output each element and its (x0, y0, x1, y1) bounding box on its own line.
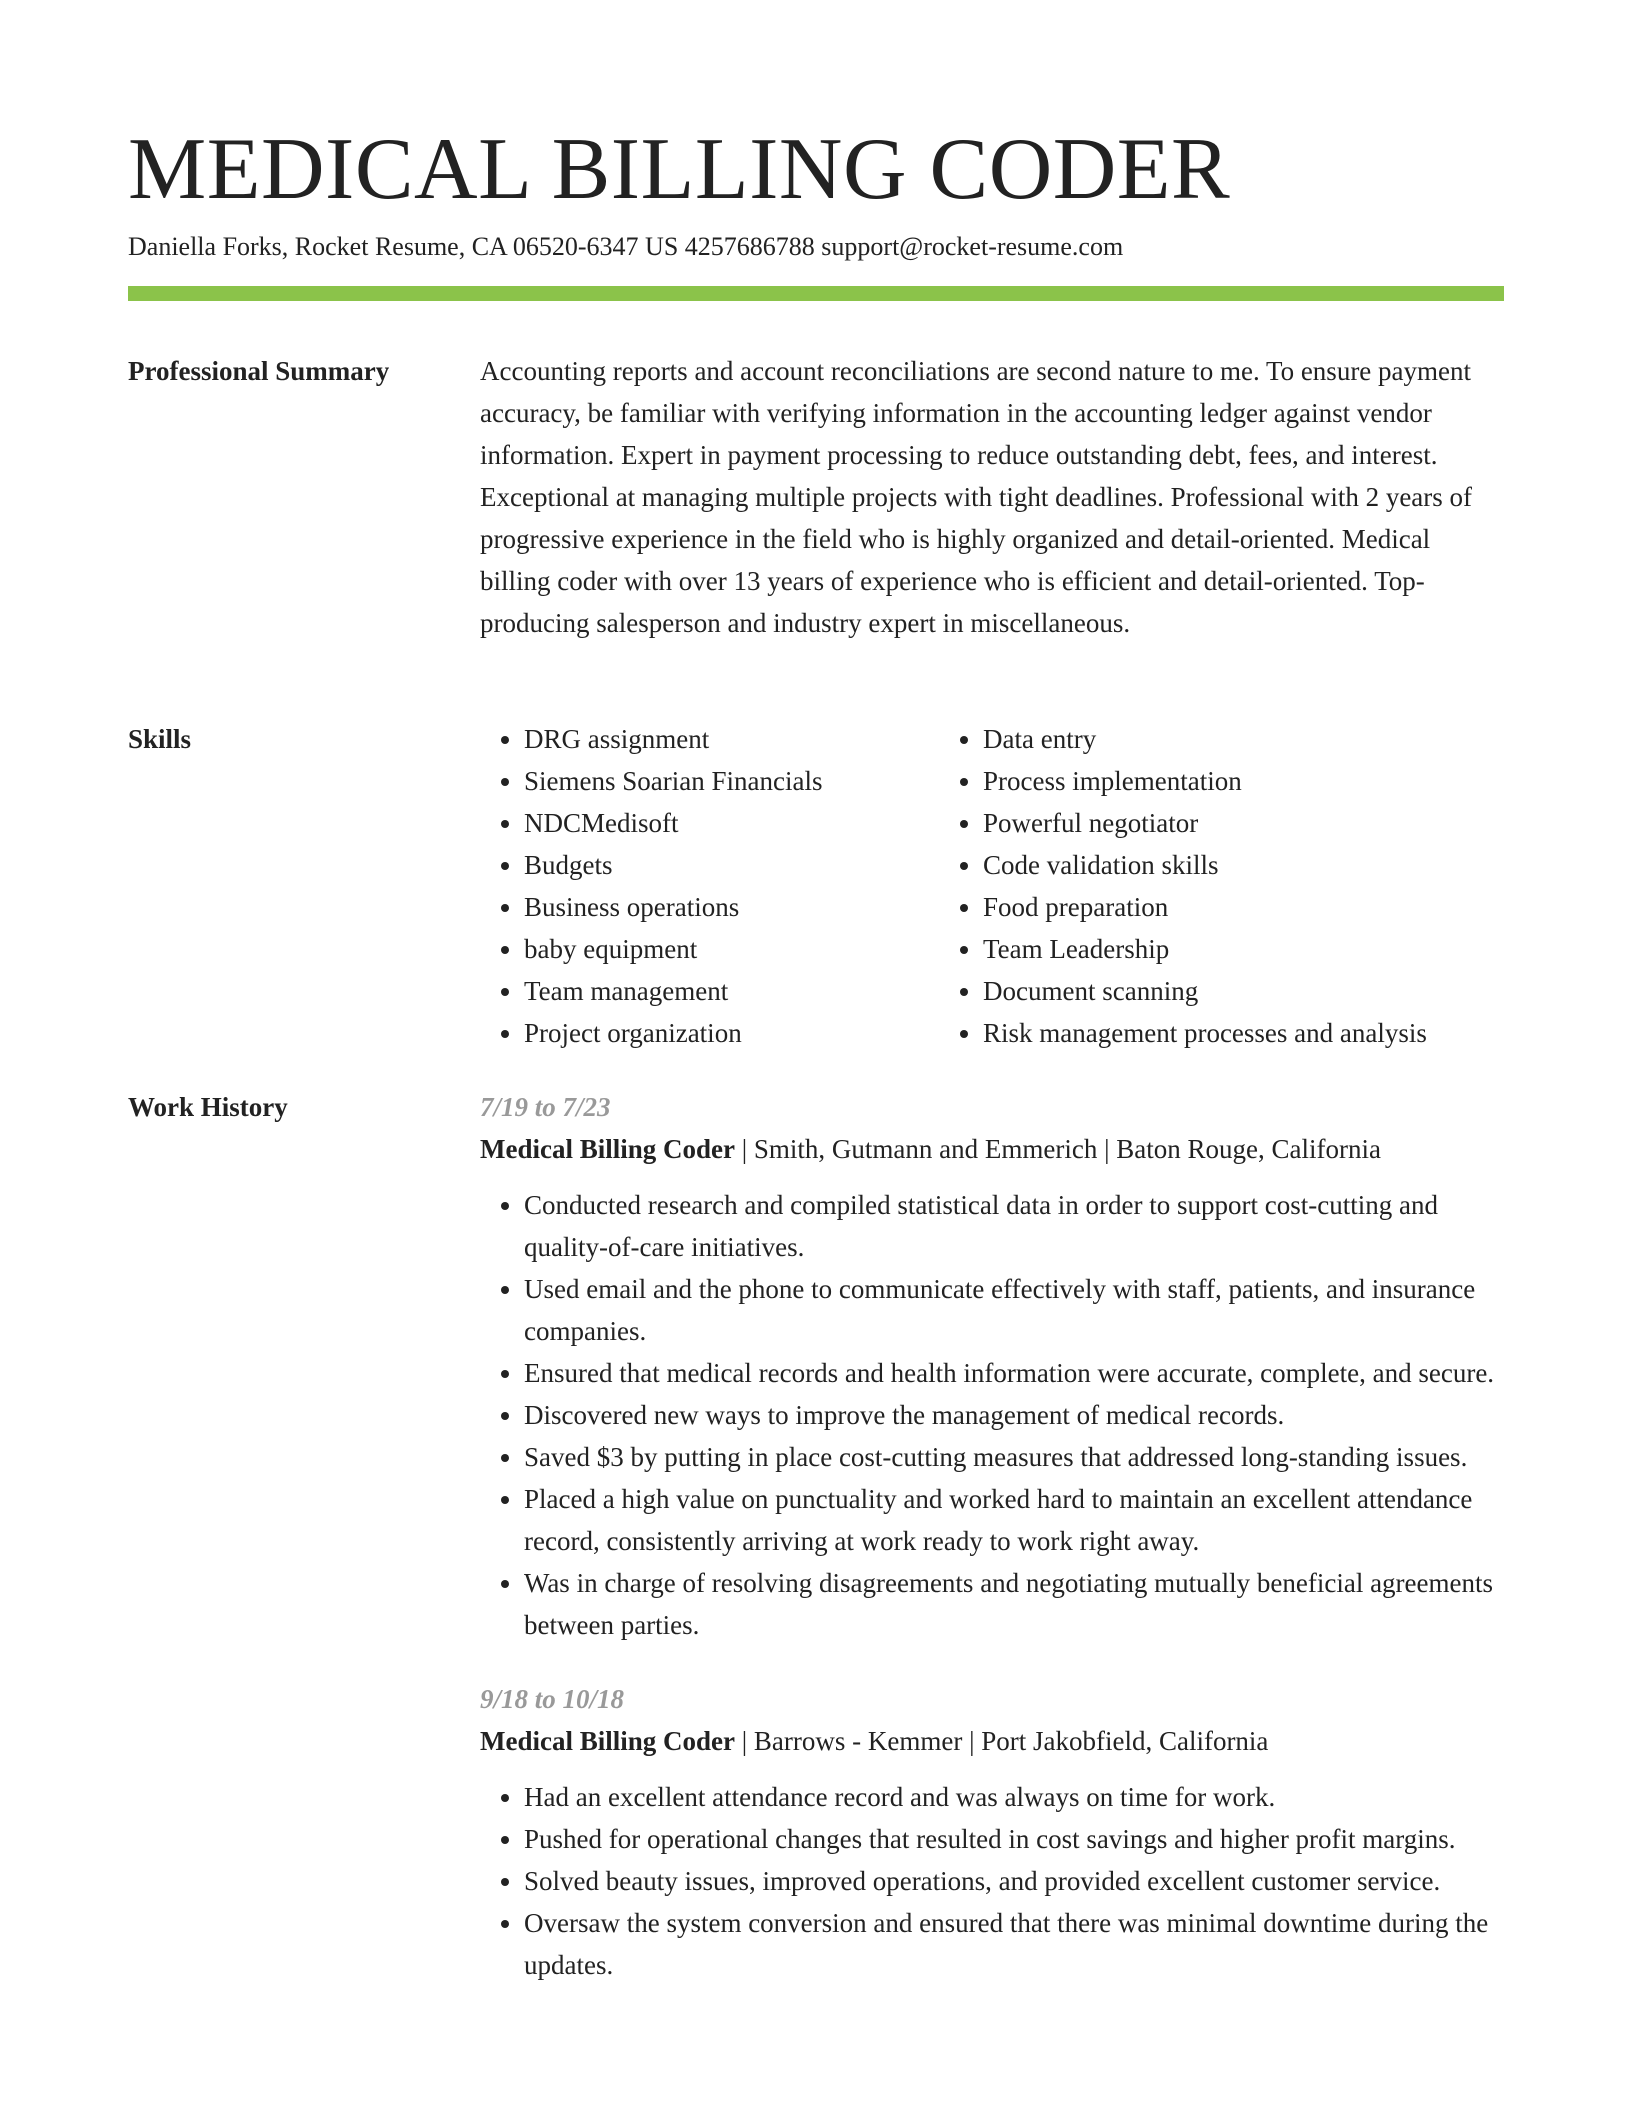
job-bullet-list (480, 1184, 1504, 1646)
skill-item: • Team Leadership (983, 928, 1504, 970)
skill-item: • Project organization (524, 1012, 939, 1054)
job-bullet: • Conducted research and compiled statistical data in order to support cost-cutting and quality-of-care initiatives. (524, 1184, 1504, 1268)
job-dates: 7/19 to 7/23 (480, 1092, 611, 1122)
skill-item: • DRG assignment (524, 718, 939, 760)
work-history-label: Work History (128, 1092, 288, 1122)
skill-item: • Code validation skills (983, 844, 1504, 886)
skill-item: • Siemens Soarian Financials (524, 760, 939, 802)
job-bullet: • Pushed for operational changes that resulted in cost savings and higher profit margins. (524, 1818, 1504, 1860)
job-heading (480, 1128, 1504, 1170)
job-entry (480, 1678, 1504, 1986)
job-details: | Smith, Gutmann and Emmerich | Baton Rouge, California (734, 1134, 1381, 1164)
job-entry (480, 1086, 1504, 1646)
summary-text: Accounting reports and account reconciliations are second nature to me. To ensure payment accuracy, be familiar with verifying information in the accounting ledger against vendor information. Expert in payment processing to reduce outstanding debt, fees, and interest. Exceptional at managing multiple projects with tight deadlines. Professional with 2 years of progressive experience in the field who is highly organized and detail-oriented. Medical billing coder with over 13 years of experience who is efficient and detail-oriented. Top-producing salesperson and industry expert in miscellaneous. (480, 356, 1473, 638)
job-bullet: • Was in charge of resolving disagreements and negotiating mutually beneficial agreements between parties. (524, 1562, 1504, 1646)
job-bullet: • Solved beauty issues, improved operations, and provided excellent customer service. (524, 1860, 1504, 1902)
work-history-body (480, 1086, 1504, 2018)
summary-body (480, 350, 1504, 644)
job-bullet: • Had an excellent attendance record and was always on time for work. (524, 1776, 1504, 1818)
summary-label: Professional Summary (128, 356, 390, 386)
job-bullet: • Discovered new ways to improve the management of medical records. (524, 1394, 1504, 1436)
job-bullet: • Oversaw the system conversion and ensured that there was minimal downtime during the updates. (524, 1902, 1504, 1986)
job-bullet: • Saved $3 by putting in place cost-cutting measures that addressed long-standing issues. (524, 1436, 1504, 1478)
skill-item: • baby equipment (524, 928, 939, 970)
accent-divider (128, 286, 1504, 301)
resume-title: MEDICAL BILLING CODER (128, 121, 1231, 218)
skill-item: • Powerful negotiator (983, 802, 1504, 844)
job-details: | Barrows - Kemmer | Port Jakobfield, California (734, 1726, 1269, 1756)
job-dates: 9/18 to 10/18 (480, 1684, 625, 1714)
job-bullet: • Placed a high value on punctuality and worked hard to maintain an excellent attendance record, consistently arriving at work ready to work right away. (524, 1478, 1504, 1562)
skill-item: • Risk management processes and analysis (983, 1012, 1504, 1054)
job-bullet: • Used email and the phone to communicate effectively with staff, patients, and insurance companies. (524, 1268, 1504, 1352)
skills-body (480, 718, 1504, 1054)
skills-label: Skills (128, 724, 192, 754)
skills-list-left (480, 718, 939, 1054)
skill-item: • Data entry (983, 718, 1504, 760)
contact-info: Daniella Forks, Rocket Resume, CA 06520-6347 US 4257686788 support@rocket-resume.com (128, 232, 1124, 261)
skill-item: • Document scanning (983, 970, 1504, 1012)
skill-item: • Process implementation (983, 760, 1504, 802)
resume-header (128, 120, 1504, 264)
job-bullet-list (480, 1776, 1504, 1986)
skills-list-right (939, 718, 1504, 1054)
skill-item: • Budgets (524, 844, 939, 886)
skill-item: • NDCMedisoft (524, 802, 939, 844)
job-title: Medical Billing Coder (480, 1726, 735, 1756)
job-bullet: • Ensured that medical records and health information were accurate, complete, and secure. (524, 1352, 1504, 1394)
job-title: Medical Billing Coder (480, 1134, 735, 1164)
skill-item: • Team management (524, 970, 939, 1012)
job-heading (480, 1720, 1504, 1762)
skill-item: • Business operations (524, 886, 939, 928)
skill-item: • Food preparation (983, 886, 1504, 928)
